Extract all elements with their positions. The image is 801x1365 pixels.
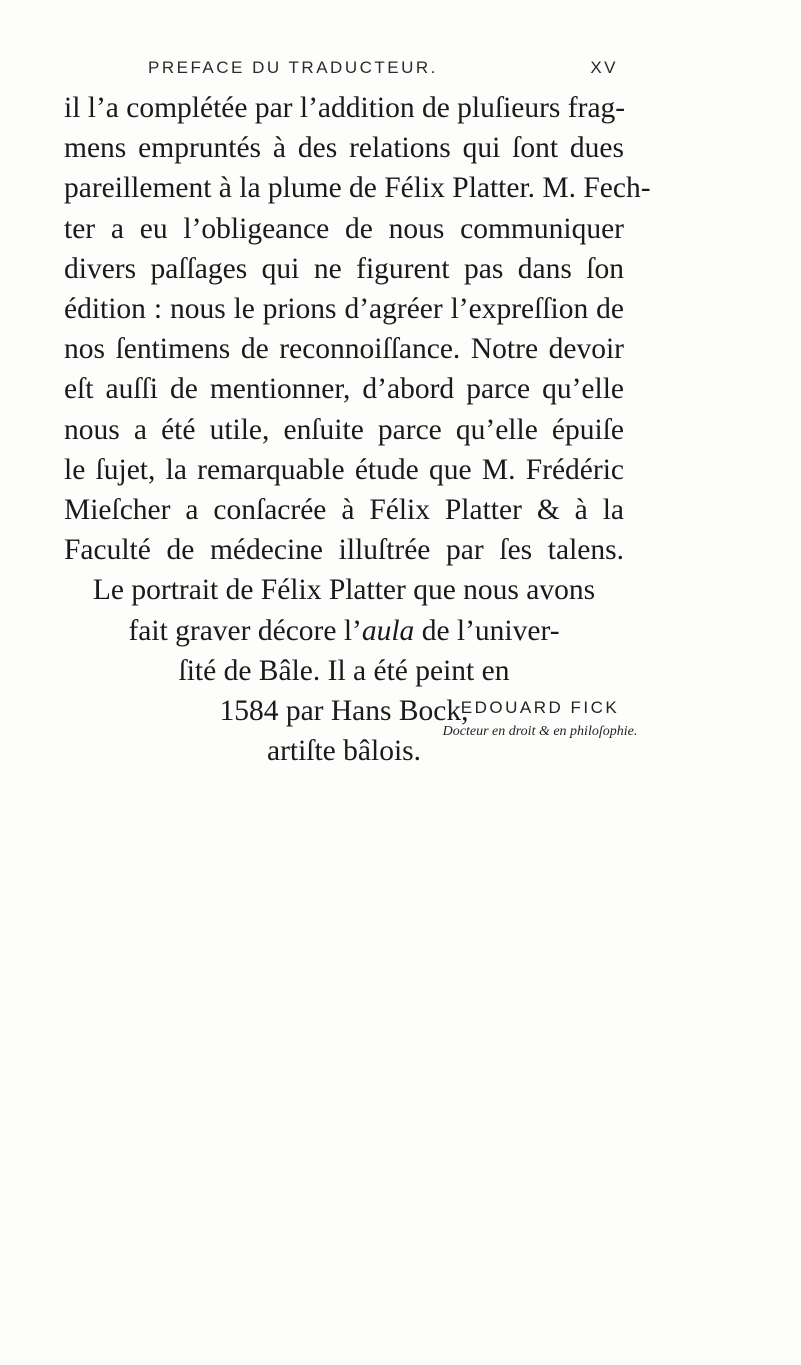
italic-word: aula xyxy=(361,614,415,647)
text-line: Le portrait de Félix Platter que nous avons xyxy=(92,574,596,607)
text-line: divers paſſages qui ne figurent pas dans ſon xyxy=(64,252,624,285)
text-line: Faculté de médecine illuſtrée par ſes talens. xyxy=(64,534,624,567)
body-text xyxy=(64,88,651,771)
running-head-title: PREFACE DU TRADUCTEUR. xyxy=(148,58,438,77)
text-line: ter a eu l’obligeance de nous communiquer xyxy=(64,212,624,245)
text-line: il l’a complétée par l’addition de pluſieurs frag- xyxy=(64,92,626,124)
text-line: édition : nous le prions d’agréer l’expreſſion de xyxy=(64,293,624,326)
text-line: pareillement à la plume de Félix Platter. M. Fech- xyxy=(64,172,651,205)
text-line: 1584 par Hans Bock, xyxy=(219,695,469,728)
text-line: ſité de Bâle. Il a été peint en xyxy=(178,654,510,687)
text-line: nous a été utile, enſuite parce qu’elle épuiſe xyxy=(64,413,624,446)
page-number: XV xyxy=(590,58,618,77)
text-line: Mieſcher a conſacrée à Félix Platter & à la xyxy=(64,494,624,527)
text-line: le ſujet, la remarquable étude que M. Frédéric xyxy=(64,453,624,486)
text-fragment: fait graver décore l’ xyxy=(128,614,362,647)
text-line: artiſte bâlois. xyxy=(266,735,421,768)
text-line: eſt auſſi de mentionner, d’abord parce qu’elle xyxy=(64,373,624,406)
text-fragment: de l’univer- xyxy=(414,614,560,647)
signature-block xyxy=(400,697,680,743)
signature-title: Docteur en droit & en philoſophie. xyxy=(442,724,638,739)
text-line: mens empruntés à des relations qui ſont dues xyxy=(64,132,624,165)
text-line-with-italic xyxy=(64,611,624,651)
signature-name: EDOUARD FICK xyxy=(460,698,620,717)
text-line: nos ſentimens de reconnoiſſance. Notre devoir xyxy=(64,333,624,366)
running-head xyxy=(148,58,618,86)
